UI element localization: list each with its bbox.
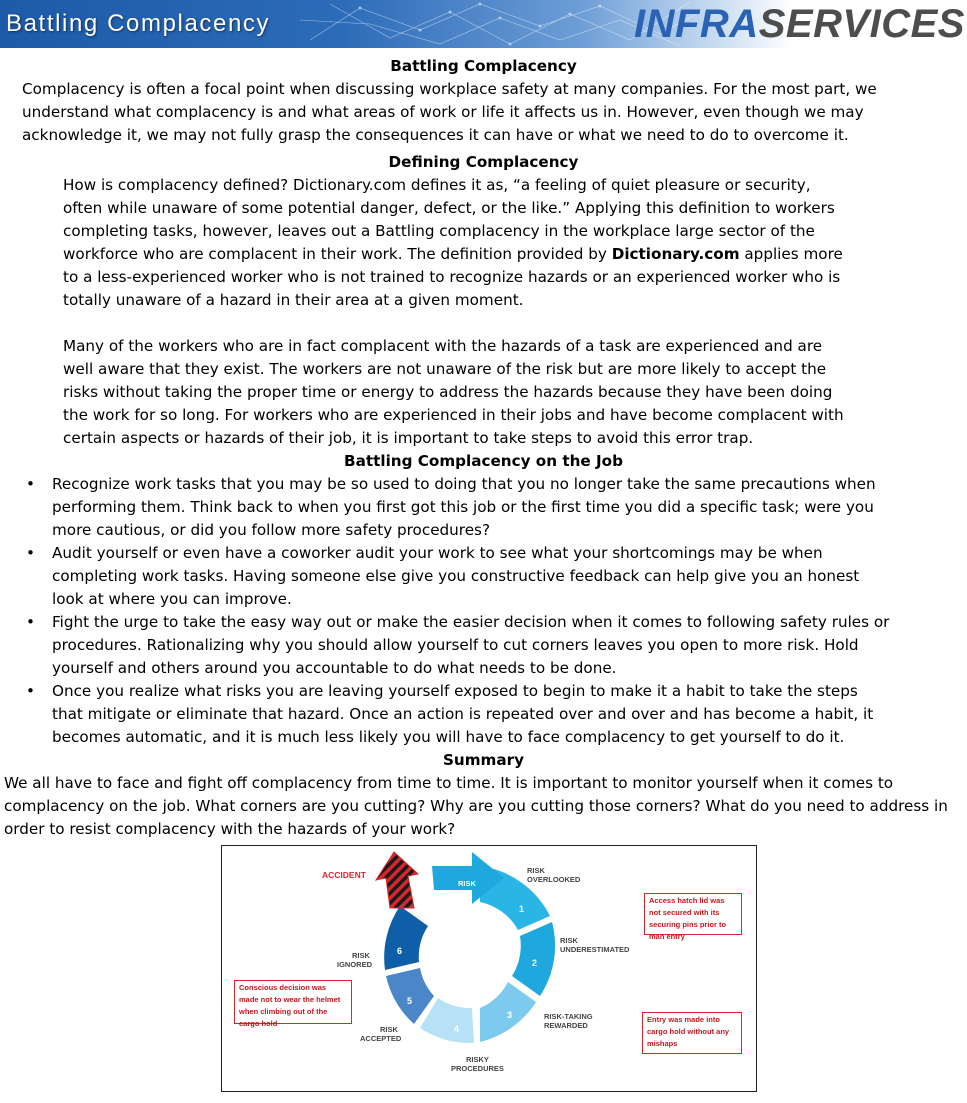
step-label: UNDERESTIMATED [560, 945, 630, 954]
intro-paragraph: Complacency is often a focal point when discussing workplace safety at many companies. For the most part, we understand what complacency is and what areas of work or life it affects us in. However, even though we may acknowledge it, we may not fully grasp the consequences it can have or what we need to do to overcome it. [22, 80, 877, 144]
step-label: IGNORED [337, 960, 373, 969]
defining-paragraph-1 [0, 174, 853, 312]
header-banner [0, 0, 967, 48]
segment-6 [384, 906, 428, 970]
step-label: RISK [380, 1025, 398, 1034]
step-label: RISKY [466, 1055, 489, 1064]
defining-p1-text-a: How is complacency defined? Dictionary.com defines it as, “a feeling of quiet pleasure or security, often while unaware of some potential danger, defect, or the like.” Applying this definition to workers completing tasks, however, leaves out a Battling complacency in the workplace large sector of the workforce who are complacent in their work. The definition provided by [63, 176, 835, 263]
step-label: RISK [560, 936, 578, 945]
tips-list [0, 473, 967, 749]
summary-paragraph: We all have to face and fight off complacency from time to time. It is important to monitor yourself when it comes to complacency on the job. What corners are you cutting? Why are you cutting those corners? What do you need to address in order to resist complacency with the hazards of your work? [4, 774, 948, 838]
step-label: ACCEPTED [360, 1034, 402, 1043]
note-helmet-decision: Conscious decision was made not to wear the helmet when climbing out of the cargo hold [234, 980, 352, 1024]
step-number: 3 [507, 1010, 513, 1020]
list-item: • Recognize work tasks that you may be so used to doing that you no longer take the same precautions when performing them. Think back to when you first got this job or the first time you did a specific task; were you more cautious, or did you follow more safety procedures? [0, 473, 892, 542]
list-item: • Fight the urge to take the easy way out or make the easier decision when it comes to following safety rules or procedures. Rationalizing why you should allow yourself to cut corners leaves you open to more risk. Hold yourself and others around you accountable to do what needs to be done. [0, 611, 892, 680]
infraservices-logo [634, 2, 965, 46]
article-body [0, 55, 967, 841]
step-number: 6 [397, 946, 403, 956]
list-item: • Audit yourself or even have a coworker audit your work to see what your shortcomings may be when completing work tasks. Having someone else give you constructive feedback can help give you an honest look at where you can improve. [0, 542, 892, 611]
step-number: 4 [454, 1024, 460, 1034]
step-label: PROCEDURES [451, 1064, 504, 1073]
risk-arrow-label: RISK [458, 879, 476, 888]
complacency-cycle-diagram [221, 845, 757, 1092]
main-heading: Battling Complacency [390, 57, 577, 75]
job-heading: Battling Complacency on the Job [344, 452, 623, 470]
step-label: RISK [352, 951, 370, 960]
logo-part-infra: INFRA [633, 2, 759, 46]
note-entry-mishaps: Entry was made into cargo hold without any mishaps [642, 1012, 742, 1054]
banner-title: Battling Complacency [6, 10, 271, 37]
step-label: OVERLOOKED [527, 875, 581, 884]
step-number: 1 [519, 904, 525, 914]
step-number: 2 [532, 958, 538, 968]
defining-paragraph-2: Many of the workers who are in fact complacent with the hazards of a task are experienced and are well aware that they exist. The workers are not unaware of the risk but are more likely to accept the risks without taking the proper time or energy to address the hazards because they have been doing the work for so long. For workers who are experienced in their jobs and have become complacent with certain aspects or hazards of their job, it is important to take steps to avoid this error trap. [63, 337, 844, 447]
defining-p1-text-b: applies more to a less-experienced worker who is not trained to recognize hazards or an experienced worker who is totally unaware of a hazard in their area at a given moment. [63, 245, 843, 309]
dictionary-reference: Dictionary.com [611, 245, 740, 263]
step-label: RISK [527, 866, 545, 875]
summary-heading: Summary [442, 751, 525, 769]
step-number: 5 [407, 996, 413, 1006]
logo-part-services: SERVICES [758, 2, 965, 46]
cycle-graphic [222, 846, 756, 1091]
step-label: REWARDED [544, 1021, 588, 1030]
segment-4 [420, 998, 474, 1043]
note-access-hatch: Access hatch lid was not secured with its securing pins prior to man entry [644, 893, 742, 935]
list-item: • Once you realize what risks you are leaving yourself exposed to begin to make it a habit to take the steps that mitigate or eliminate that hazard. Once an action is repeated over and over and has become a habit, it becomes automatic, and it is much less likely you will have to face complacency to get yourself to do it. [0, 680, 892, 749]
accident-arrow [376, 852, 418, 908]
accident-label: ACCIDENT [322, 870, 366, 880]
defining-heading: Defining Complacency [388, 153, 579, 171]
step-label: RISK-TAKING [544, 1012, 593, 1021]
